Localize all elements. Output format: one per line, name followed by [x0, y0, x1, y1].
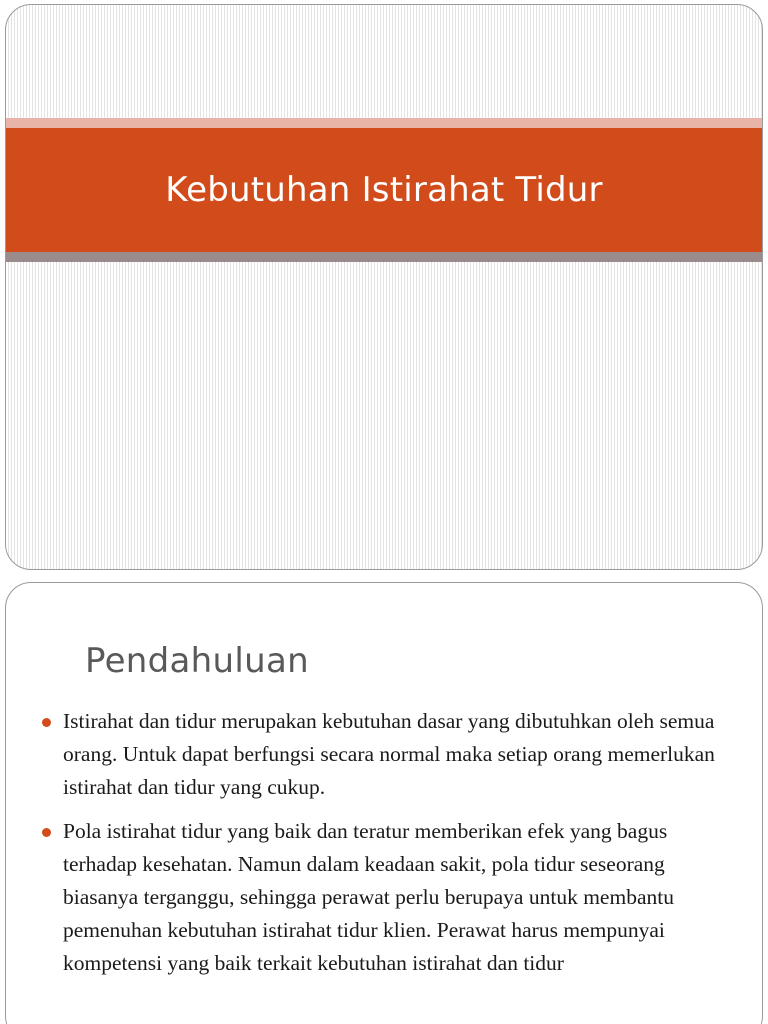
bullet-text: Istirahat dan tidur merupakan kebutuhan dasar yang dibutuhkan oleh semua orang. Untuk dapat berfungsi secara normal maka setiap orang memerlukan istirahat dan tidur yang cukup. — [63, 709, 715, 799]
bullet-dot-icon — [42, 718, 51, 727]
title-band-top-stripe — [6, 118, 762, 128]
bullet-item — [40, 705, 740, 804]
bullet-list — [40, 705, 740, 991]
bullet-item — [40, 815, 740, 980]
bullet-dot-icon — [42, 828, 51, 837]
title-slide — [5, 4, 763, 570]
slide-title: Kebutuhan Istirahat Tidur — [165, 170, 603, 210]
title-band-bottom-stripe — [6, 252, 762, 262]
content-slide — [5, 582, 763, 1024]
bullet-text: Pola istirahat tidur yang baik dan teratur memberikan efek yang bagus terhadap kesehatan. Namun dalam keadaan sakit, pola tidur seseorang biasanya terganggu, sehingga perawat perlu berupaya untuk membantu pemenuhan kebutuhan istirahat tidur klien. Perawat harus mempunyai kompetensi yang baik terkait kebutuhan istirahat dan tidur — [63, 819, 674, 975]
section-heading: Pendahuluan — [85, 641, 309, 681]
